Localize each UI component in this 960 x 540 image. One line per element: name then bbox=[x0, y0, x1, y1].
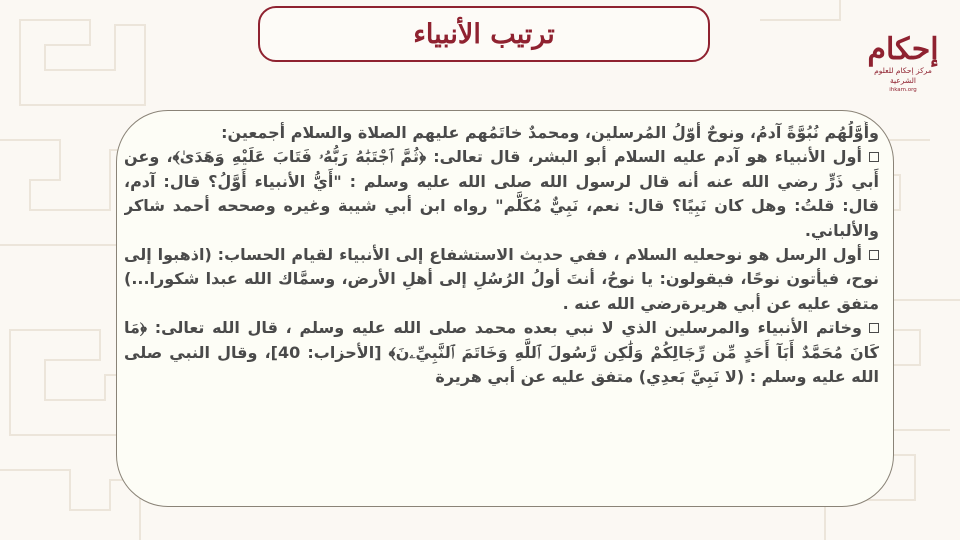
list-item-text: وخاتم الأنبياء والمرسلين الذي لا نبي بعده محمد صلى الله عليه وسلم ، قال الله تعالى: ﴿مَا كَانَ مُحَمَّدٌ أَبَآ أَحَدٍ مِّن رِّجَالِكُمْ وَلَٰكِن رَّسُولَ ٱللَّهِ وَخَاتَمَ ٱلنَّبِيِّۦنَ﴾ [الأحزاب: 40]، وقال النبي صلى الله عليه وسلم : (لا نَبِيَّ بَعدِي) متفق عليه عن أبي هريرة bbox=[124, 318, 879, 387]
list-item-text: أول الأنبياء هو آدم عليه السلام أبو البشر، قال تعالى: ﴿ثُمَّ ٱجْتَبَٰهُ رَبُّهُۥ فَتَابَ عَلَيْهِ وَهَدَىٰ﴾، وعن أَبي ذَرٍّ رضي الله عنه أنه قال لرسول الله صلى الله عليه وسلم : "أَيُّ الأنبياء أَوَّلُ؟ قال: آدم، قال: قلتُ: وهل كان نَبِيًا؟ قال: نعم، نَبِيٌّ مُكَلَّم" رواه ابن أبي شيبة وغيره وصححه أحمد شاكر والألباني. bbox=[124, 147, 879, 240]
logo bbox=[860, 22, 946, 98]
logo-name: إحكام bbox=[867, 32, 939, 67]
checkbox-bullet-icon bbox=[869, 152, 879, 162]
list-item bbox=[124, 243, 879, 316]
page-title: ترتيب الأنبياء bbox=[413, 18, 555, 50]
list-item bbox=[124, 316, 879, 389]
checkbox-bullet-icon bbox=[869, 323, 879, 333]
list-item bbox=[124, 145, 879, 243]
list-item-text: أول الرسل هو نوحعليه السلام ، ففي حديث الاستشفاع إلى الأنبياء لقيام الحساب: (اذهبوا إلى نوح، فيأتون نوحًا، فيقولون: يا نوحُ، أنتَ أولُ الرُسُلِ إلى أهلِ الأرض، وسمَّاك الله عبدا شكورا...) متفق عليه عن أبي هريرةرضي الله عنه . bbox=[124, 245, 879, 313]
logo-url: ihkam.org bbox=[889, 87, 917, 93]
content-body bbox=[124, 121, 879, 501]
logo-subtitle: مركز إحكام للعلوم الشرعية bbox=[874, 66, 932, 85]
title-box bbox=[258, 6, 710, 62]
intro-paragraph: وأَوَّلُهُم نُبُوَّةً آدمُ، ونوحٌ أوّلُ المُرسلين، ومحمدٌ خاتَمُهم عليهم الصلاة والسلام أجمعين: bbox=[221, 123, 879, 142]
checkbox-bullet-icon bbox=[869, 250, 879, 260]
